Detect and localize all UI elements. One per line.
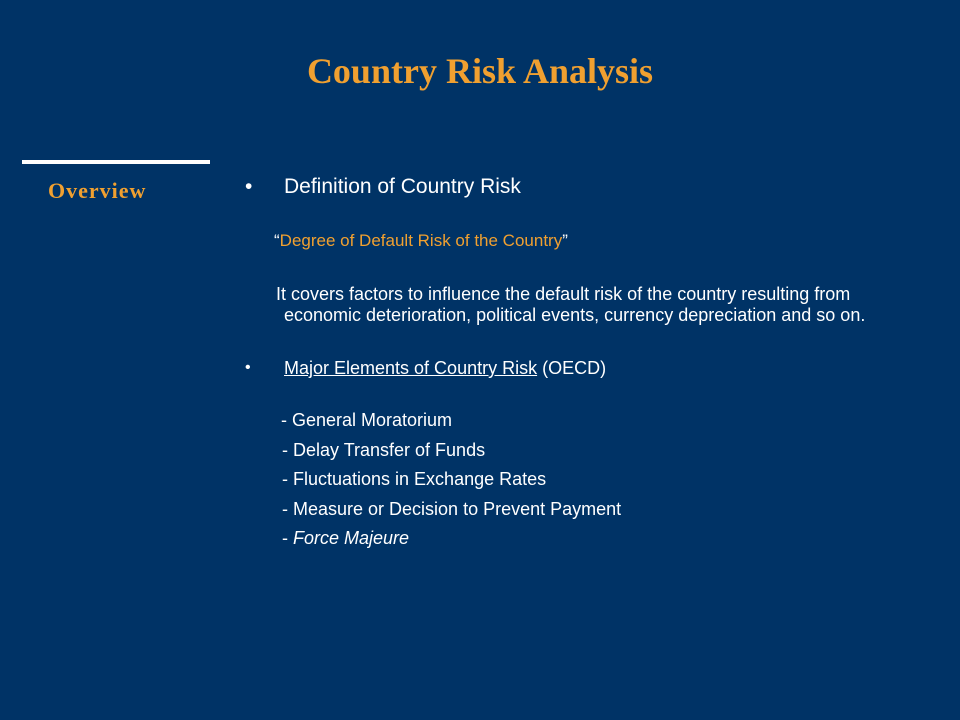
slide-content — [245, 172, 925, 554]
bullet-definition — [245, 172, 925, 202]
list-item: - General Moratorium — [281, 410, 453, 430]
list-item: - Fluctuations in Exchange Rates — [282, 469, 547, 489]
slide-title: Country Risk Analysis — [306, 51, 654, 91]
bullet-icon: • — [245, 359, 251, 376]
section-label: Overview — [48, 178, 147, 203]
list-item — [281, 524, 925, 554]
elements-heading: Major Elements of Country Risk — [284, 358, 538, 378]
definition-heading: Definition of Country Risk — [284, 175, 521, 198]
list-item: - Delay Transfer of Funds — [282, 439, 486, 460]
elements-list — [245, 406, 925, 554]
elements-source: (OECD) — [537, 358, 607, 378]
section-divider — [22, 160, 210, 164]
bullet-elements — [245, 356, 925, 380]
definition-paragraph: It covers factors to influence the default risk of the country resulting from economic deterioration, political events, currency depreciation and so on. — [276, 284, 866, 325]
bullet-icon: • — [245, 175, 253, 198]
list-item-prefix: - — [282, 528, 293, 548]
definition-quote — [245, 229, 925, 253]
quote-close: ” — [562, 231, 568, 250]
quote-text: Degree of Default Risk of the Country — [279, 231, 563, 250]
list-item: - Measure or Decision to Prevent Payment — [282, 498, 622, 519]
list-item-text: Force Majeure — [293, 528, 410, 548]
quote-open: “ — [274, 231, 280, 250]
